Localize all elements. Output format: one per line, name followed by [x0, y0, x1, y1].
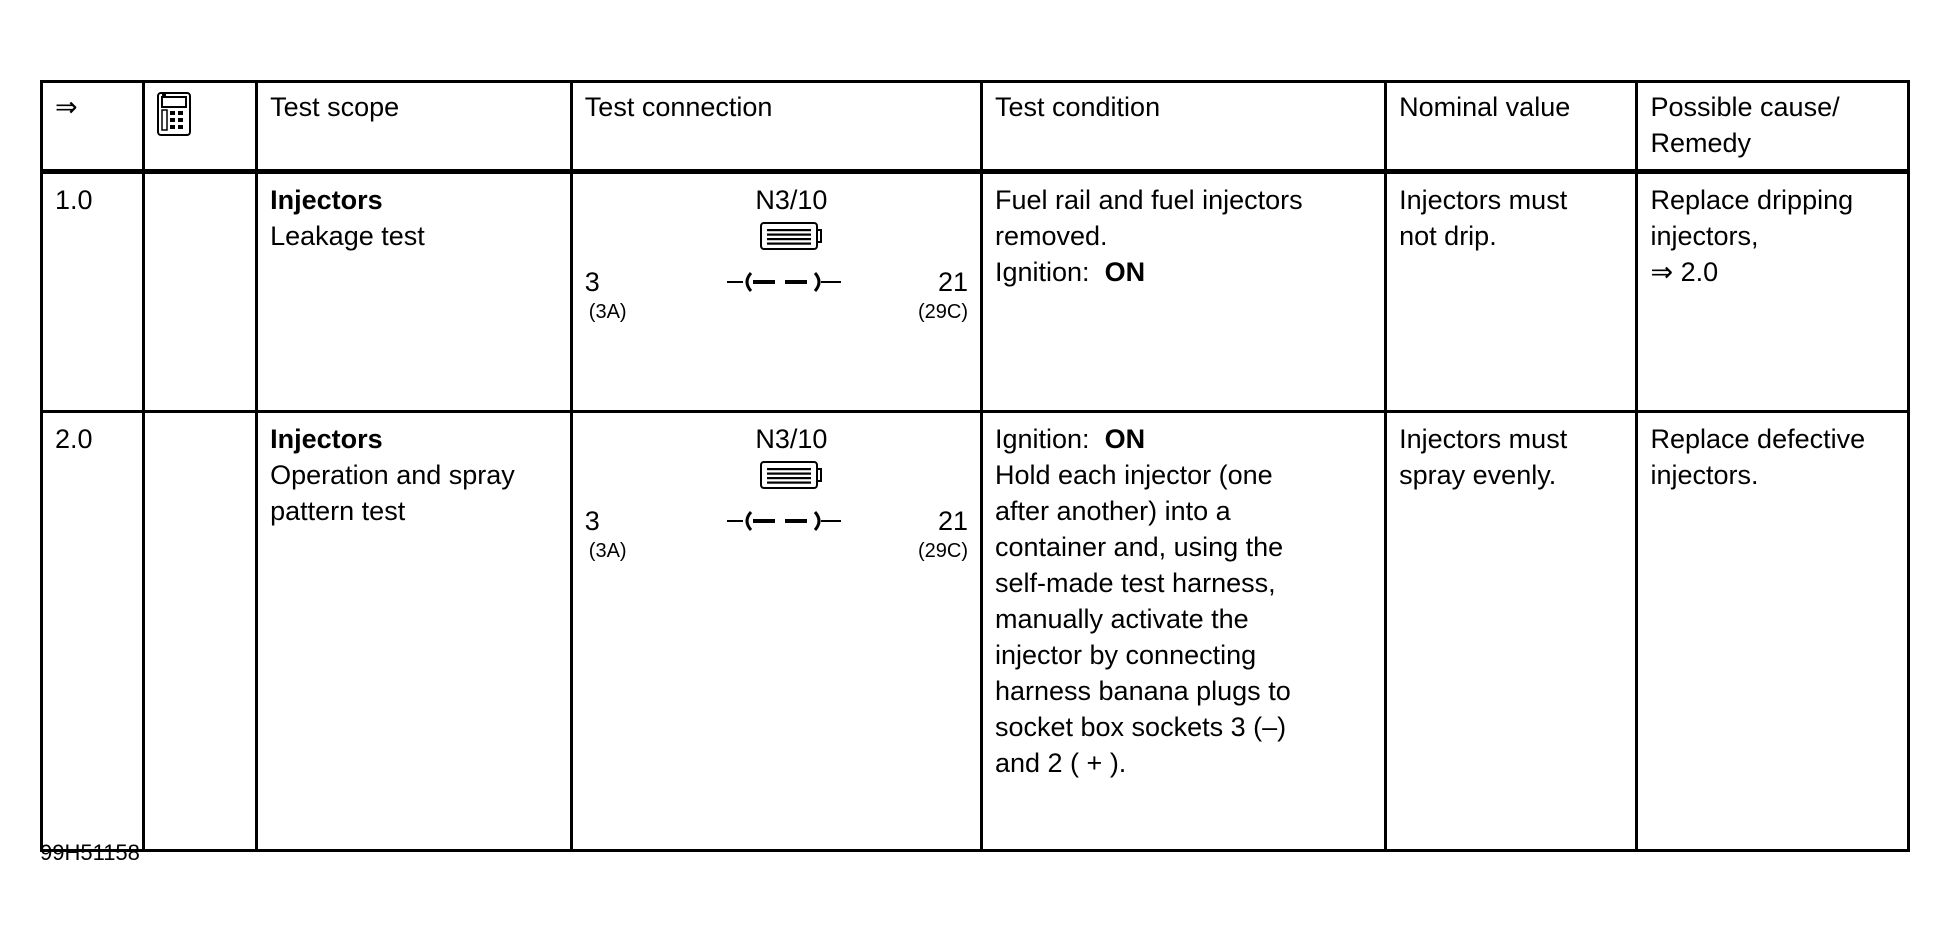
condition-line: Fuel rail and fuel injectors — [994, 185, 1303, 215]
test-table-sheet — [40, 80, 1910, 852]
test-connection-cell — [571, 412, 981, 851]
table-row — [42, 412, 1909, 851]
scope-line: pattern test — [270, 496, 406, 526]
possible-cause-cell — [1637, 172, 1909, 412]
injector-test-table — [40, 80, 1910, 852]
test-cable-icon — [725, 509, 845, 533]
ignition-label: Ignition: — [994, 424, 1090, 454]
step-column-header — [42, 82, 144, 172]
connector-box-icon — [759, 459, 823, 493]
condition-line: removed. — [994, 221, 1108, 251]
condition-line: after another) into a — [994, 496, 1231, 526]
cause-line: injectors. — [1650, 460, 1759, 490]
tester-device-icon — [155, 91, 193, 137]
ignition-label: Ignition: — [994, 257, 1090, 287]
condition-line: container and, using the — [994, 532, 1284, 562]
test-scope-cell — [257, 172, 572, 412]
test-cable-icon — [725, 270, 845, 294]
scope-title: Injectors — [270, 424, 383, 454]
nominal-value-header: Nominal value — [1386, 82, 1637, 172]
scope-title: Injectors — [270, 185, 383, 215]
test-condition-header: Test condition — [981, 82, 1385, 172]
possible-cause-header-line2: Remedy — [1650, 128, 1752, 158]
connection-diagram — [585, 421, 968, 571]
step-number: 2.0 — [42, 412, 144, 851]
pin-right-socket: (29C) — [917, 540, 968, 562]
pin-left-socket: (3A) — [588, 301, 627, 323]
nominal-line: spray evenly. — [1399, 460, 1557, 490]
table-row — [42, 172, 1909, 412]
nominal-line: Injectors must — [1399, 185, 1568, 215]
condition-line: self-made test harness, — [994, 568, 1276, 598]
cause-line: Replace dripping — [1650, 185, 1854, 215]
possible-cause-header-line1: Possible cause/ — [1650, 92, 1840, 122]
pin-left: 3 — [584, 506, 600, 536]
test-condition-cell — [981, 412, 1385, 851]
module-label: N3/10 — [755, 424, 828, 454]
scope-line: Leakage test — [270, 221, 425, 251]
pin-right: 21 — [937, 267, 968, 297]
ignition-condition — [995, 254, 1372, 290]
figure-id: 99H51158 — [40, 840, 140, 865]
cause-cross-reference: ⇒ 2.0 — [1650, 257, 1719, 287]
test-condition-cell — [981, 172, 1385, 412]
nominal-line: Injectors must — [1399, 424, 1568, 454]
ignition-value: ON — [1104, 257, 1146, 287]
tester-cell — [143, 412, 257, 851]
pin-right: 21 — [937, 506, 968, 536]
ignition-condition — [995, 421, 1372, 457]
condition-line: socket box sockets 3 (–) — [994, 712, 1287, 742]
pin-left-socket: (3A) — [588, 540, 627, 562]
possible-cause-cell — [1637, 412, 1909, 851]
test-scope-header: Test scope — [257, 82, 572, 172]
control-module — [585, 182, 968, 254]
condition-line: Hold each injector (one — [994, 460, 1273, 490]
test-connection-header: Test connection — [571, 82, 981, 172]
connection-diagram — [585, 182, 968, 332]
nominal-value-cell — [1386, 412, 1637, 851]
condition-line: manually activate the — [994, 604, 1249, 634]
arrow-icon: ⇒ — [55, 92, 78, 122]
condition-line: and 2 ( + ). — [994, 748, 1127, 778]
condition-line: harness banana plugs to — [994, 676, 1291, 706]
control-module — [585, 421, 968, 493]
cause-line: Replace defective — [1650, 424, 1866, 454]
nominal-value-cell — [1386, 172, 1637, 412]
scope-line: Operation and spray — [270, 460, 515, 490]
possible-cause-header — [1637, 82, 1909, 172]
tester-cell — [143, 172, 257, 412]
nominal-line: not drip. — [1399, 221, 1497, 251]
test-connection-cell — [571, 172, 981, 412]
cause-line: injectors, — [1650, 221, 1759, 251]
module-label: N3/10 — [755, 185, 828, 215]
tester-column-header — [143, 82, 257, 172]
pin-right-socket: (29C) — [917, 301, 968, 323]
connector-box-icon — [759, 220, 823, 254]
table-header-row — [42, 82, 1909, 172]
pin-left: 3 — [584, 267, 600, 297]
test-scope-cell — [257, 412, 572, 851]
step-number: 1.0 — [42, 172, 144, 412]
condition-line: injector by connecting — [994, 640, 1257, 670]
ignition-value: ON — [1104, 424, 1146, 454]
